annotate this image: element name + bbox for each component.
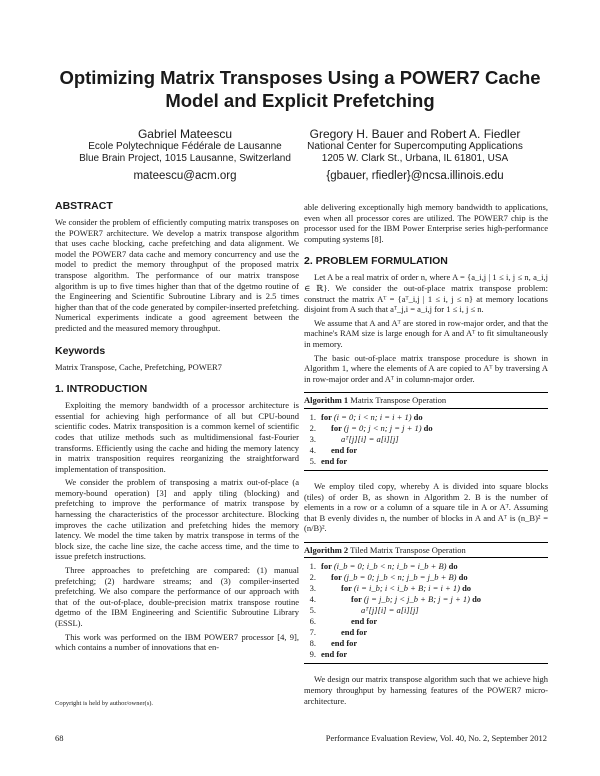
line-number: 1. [309,561,316,572]
algorithm-line [304,594,548,605]
algorithm-lines [304,409,548,470]
author-email: mateescu@acm.org [133,170,237,182]
keywords-heading: Keywords [55,344,106,357]
author-affiliation: Blue Brain Project, 1015 Lausanne, Switzerland [79,153,291,164]
introduction-heading: 1. INTRODUCTION [55,383,148,396]
algorithm-line [304,638,548,649]
line-code: end for [331,444,358,455]
intro-paragraph: We consider the problem of transposing a matrix out-of-place (a memory-bound operation) [3] and apply tiling (blocking) and prefetching to improve the performance of matrix transpose by harnessing the characteristics of the processor architecture. Blocking improves the cache utilization and prefetching hides the memory latency. We model the time taken by matrix transpose in terms of the block size, the cache line size, the cache access time, and the time to issue prefetch instructions. [55,477,299,562]
line-number: 3. [309,583,316,594]
algorithm-line [304,445,548,456]
venue-footer: Performance Evaluation Review, Vol. 40, No. 2, September 2012 [325,733,547,743]
algorithm-line [304,649,548,660]
line-code: for (i = i_b; i < i_b + B; i = i + 1) do [341,583,472,594]
line-code: for (j = j_b; j < j_b + B; j = j + 1) do [351,594,482,605]
right-column [304,202,548,709]
line-number: 2. [309,572,316,583]
line-code: end for [341,627,368,638]
problem-formulation-heading: 2. PROBLEM FORMULATION [304,255,448,268]
abstract-text: We consider the problem of efficiently computing matrix transposes on the POWER7 architecture. We develop a matrix transpose algorithm that uses cache blocking, cache prefetching and data alignment. We model the POWER7 data cache and memory concurrency and use the model to predict the memory throughput of the proposed matrix transpose algorithm. The performance of our matrix transpose algorithm is up to five times higher than that of the dgetmo routine of the Engineering and Scientific Subroutine Library and is 2.5 times higher than that of the code generated by compiler-inserted prefetching. Numerical experiments indicate a good agreement between the predicted and the measured memory throughput. [55,217,299,333]
algorithm-title: Matrix Transpose Operation [350,395,447,406]
algorithm-line [304,572,548,583]
line-code: end for [351,616,378,627]
algorithm-line [304,605,548,616]
algorithm-line [304,423,548,434]
line-code: end for [321,649,348,660]
line-number: 8. [309,638,316,649]
author-affiliation: National Center for Supercomputing Applications [307,141,523,152]
line-code: end for [331,638,358,649]
paper-title: Optimizing Matrix Transposes Using a POWER7 Cache Model and Explicit Prefetching [59,67,541,111]
line-code: aᵀ[j][i] = a[i][j] [341,433,399,444]
algorithm-lines [304,558,548,663]
line-code: for (j = 0; j < n; j = j + 1) do [331,422,433,433]
algorithm-line [304,627,548,638]
line-number: 6. [309,616,316,627]
line-number: 4. [309,594,316,605]
problem-paragraph: We design our matrix transpose algorithm such that we achieve high memory throughput by harnessing features of the POWER7 micro-architecture. [304,674,548,706]
problem-paragraph: The basic out-of-place matrix transpose procedure is shown in Algorithm 1, where the elements of A are copied to Aᵀ by traversing A in row-major order and Aᵀ in column-major order. [304,352,548,384]
line-number: 3. [309,433,316,444]
author-affiliation: Ecole Polytechnique Fédérale de Lausanne [88,141,282,152]
line-number: 5. [309,455,316,466]
line-code: for (i_b = 0; i_b < n; i_b = i_b + B) do [321,561,458,572]
intro-paragraph: This work was performed on the IBM POWER7 processor [4, 9], which contains a number of innovations that en- [55,631,299,653]
line-number: 7. [309,627,316,638]
abstract-heading: ABSTRACT [55,200,113,212]
algorithm-line [304,412,548,423]
algorithm-title: Tiled Matrix Transpose Operation [350,544,466,555]
line-code: aᵀ[j][i] = a[i][j] [361,605,419,616]
algorithm-2-box [304,542,548,665]
author-email: {gbauer, rfiedler}@ncsa.illinois.edu [326,170,504,182]
problem-paragraph: Let A be a real matrix of order n, where A = {a_i,j | 1 ≤ i, j ≤ n, a_i,j ∈ ℝ}. We consider the out-of-place matrix transpose problem: construct the matrix Aᵀ = {aᵀ_i,j | 1 ≤ i, j ≤ n} at memory locations disjoint from A such that aᵀ_j,i = a_i,j for 1 ≤ i, j ≤ n. [304,272,548,315]
left-column [55,200,299,656]
line-code: for (j_b = 0; j_b < n; j_b = j_b + B) do [331,572,468,583]
author-name: Gabriel Mateescu [137,127,233,141]
algorithm-caption [304,393,548,409]
algorithm-label: Algorithm 1 [304,395,349,406]
author-block-2 [285,127,545,183]
algorithm-label: Algorithm 2 [304,544,349,555]
author-name: Gregory H. Bauer and Robert A. Fiedler [309,127,521,141]
line-number: 1. [309,411,316,422]
intro-paragraph: Exploiting the memory bandwidth of a processor architecture is essential for achieving high performance of all but CPU-bound scientific codes. Matrix transposition is a common kernel of scientific codes that utilize methods such as multidimensional fast-Fourier transforms. Efficiently using the cache and hiding the memory latency in matrix transposition requires reorganizing the straightforward implementation of transposition. [55,400,299,474]
algorithm-line [304,583,548,594]
line-number: 9. [309,649,316,660]
algorithm-line [304,456,548,467]
algorithm-1-box [304,392,548,471]
algorithm-caption [304,543,548,559]
algorithm-line [304,616,548,627]
algorithm-line [304,561,548,572]
intro-paragraph-continued: able delivering exceptionally high memory bandwidth to applications, even when all processor cores are utilized. The POWER7 chip is the processor used for the IBM Power Enterprise series high-performance computing systems [8]. [304,202,548,244]
line-code: end for [321,455,348,466]
author-affiliation: 1205 W. Clark St., Urbana, IL 61801, USA [321,153,509,164]
line-code: for (i = 0; i < n; i = i + 1) do [321,411,423,422]
copyright-notice: Copyright is held by author/owner(s). [55,700,154,707]
problem-paragraph: We employ tiled copy, whereby A is divided into square blocks (tiles) of order B, as shown in Algorithm 2. B is the number of elements in a row or a column of a square tile in A or Aᵀ. Assuming that B evenly divides n, the number of blocks in A and Aᵀ is (n_B)² = (n/B)². [304,480,548,534]
line-number: 2. [309,422,316,433]
problem-paragraph: We assume that A and Aᵀ are stored in row-major order, and that the machine's RAM size is large enough for A and Aᵀ to fit simultaneously in memory. [304,317,548,349]
author-block-1 [70,127,300,183]
line-number: 5. [309,605,316,616]
keywords-text: Matrix Transpose, Cache, Prefetching, POWER7 [55,361,222,372]
algorithm-line [304,434,548,445]
page-number: 68 [55,733,64,743]
line-number: 4. [309,444,316,455]
intro-paragraph: Three approaches to prefetching are compared: (1) manual prefetching; (2) hardware streams; and (3) compiler-inserted prefetching. We also compare the performance of our approach with that of the out-of-place, double-precision matrix transpose routine dgetmo of the IBM Engineering and Scientific Subroutine Library (ESSL). [55,565,299,628]
